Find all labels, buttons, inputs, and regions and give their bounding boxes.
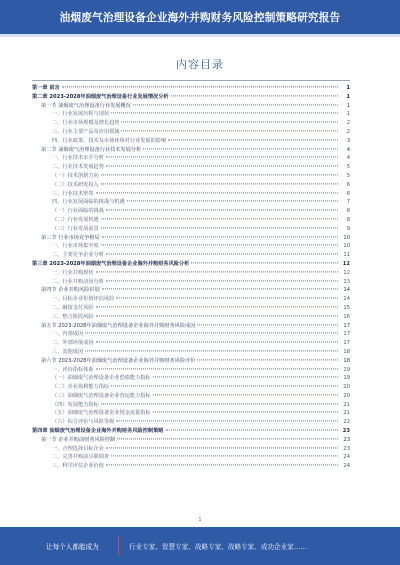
- toc-dot-leader: [101, 183, 338, 184]
- toc-entry-page: 18: [343, 348, 350, 355]
- toc-entry-page: 9: [346, 225, 350, 232]
- toc-dot-leader: [96, 192, 338, 193]
- toc-dot-leader: [96, 315, 338, 316]
- header-accent-line: [0, 34, 400, 37]
- toc-dot-leader: [133, 104, 338, 105]
- toc-entry-label: 第二章 2023-2028年油烟废气治理设备行业发展情况分析: [32, 93, 169, 100]
- toc-entry[interactable]: [32, 453, 350, 462]
- toc-entry-label: 一、行业发展历程与现状: [52, 111, 110, 118]
- toc-entry[interactable]: [32, 251, 350, 260]
- toc-dot-leader: [117, 438, 338, 439]
- toc-entry-label: （一）行业面临的挑战: [52, 208, 104, 215]
- toc-entry-page: 1: [346, 93, 350, 100]
- toc-dot-leader: [111, 456, 338, 457]
- toc-dot-leader: [102, 289, 338, 290]
- toc-entry[interactable]: [32, 295, 350, 304]
- toc-entry-page: 1: [346, 85, 350, 91]
- toc-dot-leader: [171, 95, 338, 96]
- toc-dot-leader: [121, 130, 338, 131]
- toc-entry[interactable]: [32, 366, 350, 375]
- toc-entry-label: 一、目标企业价值评估风险: [52, 296, 115, 303]
- toc-entry-page: 21: [343, 410, 350, 417]
- toc-entry-page: 22: [343, 419, 350, 426]
- toc-entry-page: 3: [346, 137, 350, 144]
- toc-dot-leader: [106, 447, 338, 448]
- toc-dot-leader: [106, 465, 338, 466]
- toc-entry-label: 第二节 油烟废气治理设备行业技术发展分析: [41, 146, 142, 153]
- toc-entry-page: 2: [346, 120, 350, 127]
- toc-dot-leader: [96, 271, 338, 272]
- toc-entry-page: 1: [346, 102, 350, 109]
- toc-entry-page: 12: [343, 269, 350, 276]
- toc-entry-label: （一）油烟废气治理设备企业偿债能力指标: [52, 375, 151, 382]
- toc-dot-leader: [85, 350, 338, 351]
- toc-entry-label: 二、行业并购动因分析: [52, 278, 104, 285]
- toc-dot-leader: [168, 139, 338, 140]
- toc-entry-label: （二）技术研发投入: [52, 181, 99, 188]
- toc-entry[interactable]: [32, 181, 350, 190]
- toc-entry-page: 6: [346, 181, 350, 188]
- report-header-bar: [0, 0, 400, 34]
- toc-entry-label: 三、科学评估企业价值: [52, 463, 104, 470]
- toc-entry-page: 17: [343, 340, 350, 347]
- toc-entry[interactable]: [32, 436, 350, 445]
- toc-entry-label: 第六节 2023-2028年油烟废气治理设备企业海外并购财务风险评价: [41, 357, 196, 364]
- toc-entry-label: 二、行业技术发展趋势: [52, 164, 104, 171]
- toc-entry[interactable]: [32, 93, 350, 102]
- toc-entry-label: 一、评价指标体系: [52, 366, 94, 373]
- toc-dot-leader: [101, 245, 338, 246]
- toc-entry-label: （一）技术创新方向: [52, 172, 99, 179]
- toc-entry[interactable]: [32, 225, 350, 234]
- toc-entry-page: 11: [343, 252, 350, 259]
- toc-entry-label: 四、行业发展面临的挑战与机遇: [52, 199, 125, 206]
- toc-entry-label: 第四节 企业并购风险识别: [41, 287, 100, 294]
- toc-entry[interactable]: [32, 234, 350, 243]
- toc-entry-label: （四）发展能力指标: [52, 401, 99, 408]
- toc-entry[interactable]: [32, 462, 350, 471]
- toc-entry[interactable]: [32, 242, 350, 251]
- toc-entry[interactable]: [32, 146, 350, 155]
- toc-entry[interactable]: [32, 322, 350, 331]
- toc-entry[interactable]: [32, 418, 350, 427]
- toc-entry[interactable]: [32, 401, 350, 410]
- toc-entry[interactable]: [32, 260, 350, 269]
- toc-entry-page: 7: [346, 199, 350, 206]
- toc-dot-leader: [191, 262, 338, 263]
- toc-entry-page: 5: [346, 172, 350, 179]
- toc-entry-label: 第一节 油烟废气治理设备行业发展概况: [41, 102, 131, 109]
- toc-dot-leader: [197, 359, 338, 360]
- toc-dot-leader: [106, 254, 338, 255]
- toc-entry-page: 23: [342, 428, 350, 435]
- toc-entry-label: 第五节 2023-2028年油烟废气治理设备企业海外并购财务风险成因: [41, 322, 196, 329]
- toc-dot-leader: [116, 298, 338, 299]
- toc-entry-label: 一、合理选择目标企业: [52, 445, 104, 452]
- toc-entry[interactable]: [32, 445, 350, 454]
- toc-dot-leader: [111, 385, 338, 386]
- toc-entry-label: 三、行业主要产品及应用领域: [52, 128, 120, 135]
- toc-entry-page: 19: [343, 366, 350, 373]
- toc-entry-label: 三、行业技术壁垒: [52, 190, 94, 197]
- toc-entry-label: （三）油烟废气治理设备企业营运能力指标: [52, 392, 151, 399]
- toc-entry-label: （二）行业发展机遇: [52, 216, 99, 223]
- toc-entry-label: （五）油烟废气治理设备企业现金流量指标: [52, 410, 151, 417]
- toc-entry[interactable]: [32, 119, 350, 128]
- table-of-contents: [32, 84, 350, 471]
- toc-entry[interactable]: [32, 383, 350, 392]
- toc-entry-page: 8: [346, 208, 350, 215]
- toc-entry-page: 8: [346, 216, 350, 223]
- toc-entry[interactable]: [32, 198, 350, 207]
- toc-dot-leader: [96, 368, 338, 369]
- toc-entry-page: 13: [343, 278, 350, 285]
- toc-entry-label: 一、行业并购现状: [52, 269, 94, 276]
- toc-dot-leader: [166, 429, 339, 430]
- toc-entry-label: 第四章 油烟废气治理设备企业海外并购财务风险控制策略: [32, 428, 164, 435]
- toc-entry-label: 第三节 行业市场竞争格局: [41, 234, 100, 241]
- toc-entry[interactable]: [32, 216, 350, 225]
- toc-entry-page: 17: [343, 322, 350, 329]
- toc-dot-leader: [106, 280, 338, 281]
- toc-entry[interactable]: [32, 409, 350, 418]
- toc-entry[interactable]: [32, 172, 350, 181]
- toc-entry-label: （二）企业盈利能力指标: [52, 384, 110, 391]
- page-number: 1: [198, 517, 202, 523]
- toc-entry[interactable]: [32, 102, 350, 111]
- toc-entry-page: 19: [343, 375, 350, 382]
- toc-entry[interactable]: [32, 286, 350, 295]
- toc-entry-page: 14: [343, 296, 350, 303]
- toc-dot-leader: [197, 324, 338, 325]
- toc-entry-page: 1: [346, 111, 350, 118]
- toc-entry-label: 二、外部环境成因: [52, 340, 94, 347]
- toc-dot-leader: [106, 166, 338, 167]
- footer-bar: [0, 527, 400, 565]
- toc-dot-leader: [121, 122, 338, 123]
- toc-dot-leader: [96, 306, 338, 307]
- toc-entry-label: 一、行业市场集中度: [52, 243, 99, 250]
- toc-entry-page: 20: [343, 392, 350, 399]
- toc-entry[interactable]: [32, 84, 350, 93]
- toc-entry-label: 二、融资支付风险: [52, 304, 94, 311]
- toc-entry[interactable]: [32, 269, 350, 278]
- toc-dot-leader: [62, 86, 338, 87]
- toc-dot-leader: [85, 333, 338, 334]
- toc-entry-page: 4: [346, 146, 350, 153]
- toc-entry-label: 三、整合阶段风险: [52, 313, 94, 320]
- report-title: 油烟废气治理设备企业海外并购财务风险控制策略研究报告: [59, 11, 341, 24]
- toc-entry[interactable]: [32, 339, 350, 348]
- toc-entry-page: 20: [343, 384, 350, 391]
- toc-entry-page: 10: [343, 243, 350, 250]
- toc-entry-page: 17: [343, 331, 350, 338]
- toc-dot-leader: [101, 218, 338, 219]
- footer-slogan-left: 让每个人都能成为: [46, 543, 99, 551]
- toc-entry-page: 23: [343, 445, 350, 452]
- toc-entry-label: 三、其他成因: [52, 348, 84, 355]
- toc-entry[interactable]: [32, 392, 350, 401]
- toc-entry-page: 4: [346, 155, 350, 162]
- toc-entry-label: 二、主要竞争企业分析: [52, 252, 104, 259]
- toc-dot-leader: [153, 412, 338, 413]
- toc-entry[interactable]: [32, 348, 350, 357]
- toc-entry-page: 18: [343, 357, 350, 364]
- toc-entry-label: 第一章 前言: [32, 85, 60, 91]
- toc-entry-label: 第一节 企业并购前财务风险控制: [41, 436, 116, 443]
- toc-entry[interactable]: [32, 110, 350, 119]
- toc-entry-label: 二、完善并购前尽职调查: [52, 454, 110, 461]
- toc-entry[interactable]: [32, 128, 350, 137]
- toc-dot-leader: [116, 421, 338, 422]
- toc-dot-leader: [153, 377, 338, 378]
- toc-entry-label: 二、行业市场规模及增长趋势: [52, 120, 120, 127]
- toc-dot-leader: [106, 210, 338, 211]
- toc-entry-label: 一、行业技术水平分析: [52, 155, 104, 162]
- toc-entry-page: 15: [343, 304, 350, 311]
- toc-entry[interactable]: [32, 278, 350, 287]
- toc-entry-label: 四、行业政策、技术及市场环境对行业发展的影响: [52, 137, 167, 144]
- toc-dot-leader: [101, 403, 338, 404]
- toc-entry-page: 6: [346, 190, 350, 197]
- toc-heading: 内容目录: [176, 58, 224, 71]
- footer-slogan-right: 行业专家、智慧专家、战略专家、战略专家、成功企业家……: [129, 543, 308, 551]
- toc-entry[interactable]: [32, 313, 350, 322]
- toc-entry-label: 一、内部成因: [52, 331, 84, 338]
- footer-divider: [118, 536, 119, 556]
- toc-entry[interactable]: [32, 137, 350, 146]
- toc-entry-page: 5: [346, 164, 350, 171]
- toc-dot-leader: [143, 148, 338, 149]
- toc-dot-leader: [127, 201, 338, 202]
- toc-entry[interactable]: [32, 304, 350, 313]
- toc-entry[interactable]: [32, 357, 350, 366]
- toc-entry[interactable]: [32, 207, 350, 216]
- toc-dot-leader: [106, 157, 338, 158]
- toc-entry-page: 24: [343, 454, 350, 461]
- toc-dot-leader: [153, 394, 338, 395]
- toc-entry-label: （三）行业发展前景: [52, 225, 99, 232]
- toc-entry-label: 第三章 2023-2028年油烟废气治理设备企业海外并购财务风险分析: [32, 260, 190, 267]
- toc-entry[interactable]: [32, 163, 350, 172]
- toc-divider: [32, 80, 350, 81]
- toc-entry-page: 12: [342, 260, 350, 267]
- toc-entry-page: 14: [343, 287, 350, 294]
- toc-entry[interactable]: [32, 154, 350, 163]
- toc-entry[interactable]: [32, 330, 350, 339]
- toc-entry[interactable]: [32, 374, 350, 383]
- toc-dot-leader: [102, 236, 338, 237]
- toc-dot-leader: [96, 342, 338, 343]
- toc-dot-leader: [111, 113, 338, 114]
- toc-entry-page: 23: [343, 436, 350, 443]
- toc-entry-page: 2: [346, 128, 350, 135]
- toc-entry[interactable]: [32, 427, 350, 436]
- toc-dot-leader: [101, 227, 338, 228]
- toc-dot-leader: [101, 174, 338, 175]
- toc-entry-page: 16: [343, 313, 350, 320]
- toc-entry-page: 10: [343, 234, 350, 241]
- toc-entry-label: （六）综合评价与风险等级: [52, 419, 115, 426]
- toc-entry-page: 24: [343, 463, 350, 470]
- toc-entry[interactable]: [32, 190, 350, 199]
- toc-entry-page: 21: [343, 401, 350, 408]
